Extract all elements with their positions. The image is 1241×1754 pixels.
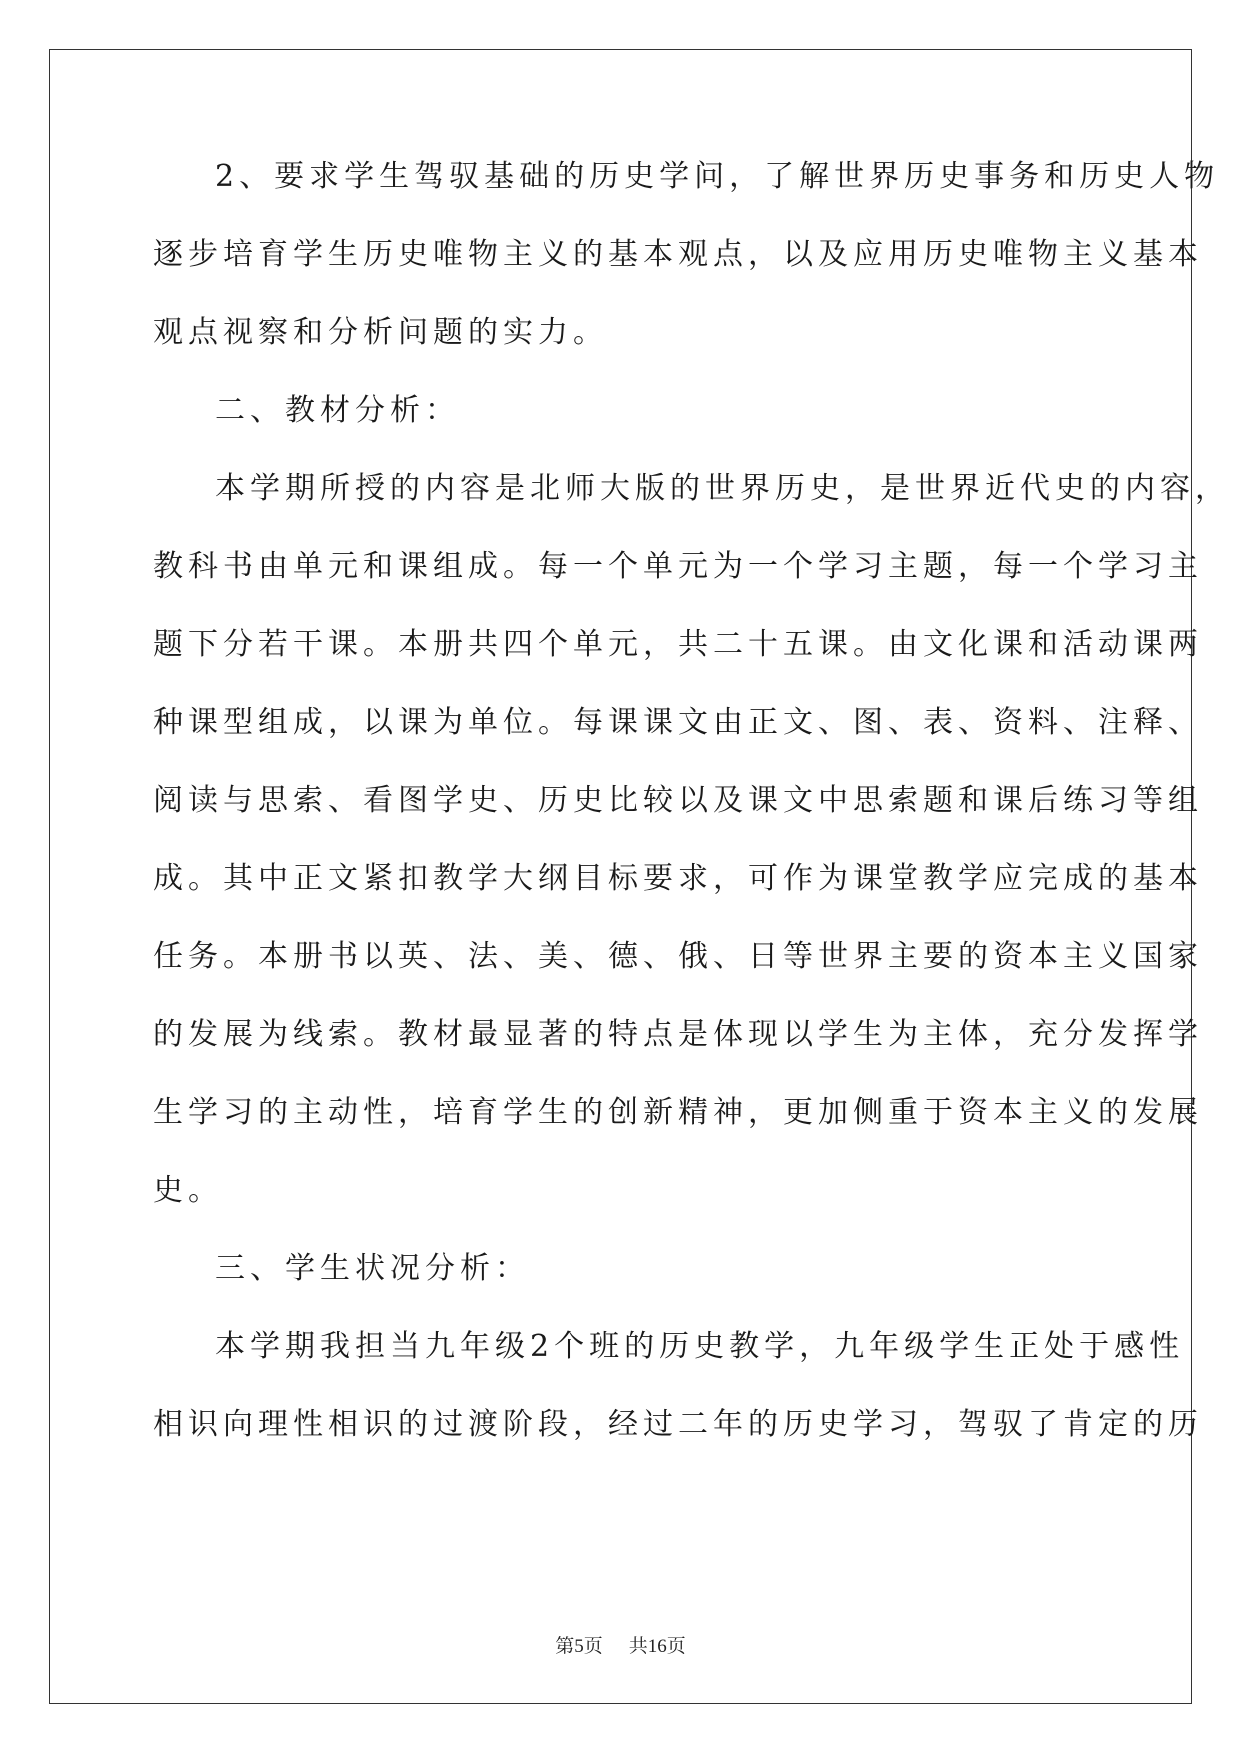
page-number: 5	[574, 1636, 584, 1657]
total-prefix: 共	[628, 1635, 648, 1657]
text-line: 逐步培育学生历史唯物主义的基本观点，以及应用历史唯物主义基本	[153, 237, 1203, 272]
text-line: 生学习的主动性，培育学生的创新精神，更加侧重于资本主义的发展	[153, 1095, 1203, 1130]
text-line: 成。其中正文紧扣教学大纲目标要求，可作为课堂教学应完成的基本	[153, 861, 1203, 896]
page-suffix: 页	[583, 1635, 603, 1657]
text-line: 种课型组成，以课为单位。每课课文由正文、图、表、资料、注释、	[153, 705, 1203, 740]
text-line: 史。	[153, 1173, 223, 1208]
page-footer	[0, 1634, 1241, 1659]
page-prefix: 第	[555, 1635, 575, 1657]
text-line: 相识向理性相识的过渡阶段，经过二年的历史学习，驾驭了肯定的历	[153, 1407, 1203, 1442]
text-line: 阅读与思索、看图学史、历史比较以及课文中思索题和课后练习等组	[153, 783, 1203, 818]
total-suffix: 页	[666, 1635, 686, 1657]
text-line: 本学期我担当九年级2个班的历史教学，九年级学生正处于感性	[215, 1329, 1185, 1364]
text-line: 观点视察和分析问题的实力。	[153, 315, 608, 350]
section-heading: 三、学生状况分析：	[215, 1251, 530, 1286]
text-line: 的发展为线索。教材最显著的特点是体现以学生为主体，充分发挥学	[153, 1017, 1203, 1052]
text-line: 2、要求学生驾驭基础的历史学问，了解世界历史事务和历史人物	[215, 159, 1220, 194]
text-line: 本学期所授的内容是北师大版的世界历史，是世界近代史的内容，	[215, 471, 1230, 506]
section-heading: 二、教材分析：	[215, 393, 460, 428]
text-line: 题下分若干课。本册共四个单元，共二十五课。由文化课和活动课两	[153, 627, 1203, 662]
text-line: 任务。本册书以英、法、美、德、俄、日等世界主要的资本主义国家	[153, 939, 1203, 974]
text-line: 教科书由单元和课组成。每一个单元为一个学习主题，每一个学习主	[153, 549, 1203, 584]
document-body	[153, 158, 1230, 1484]
total-pages: 16	[647, 1636, 667, 1657]
